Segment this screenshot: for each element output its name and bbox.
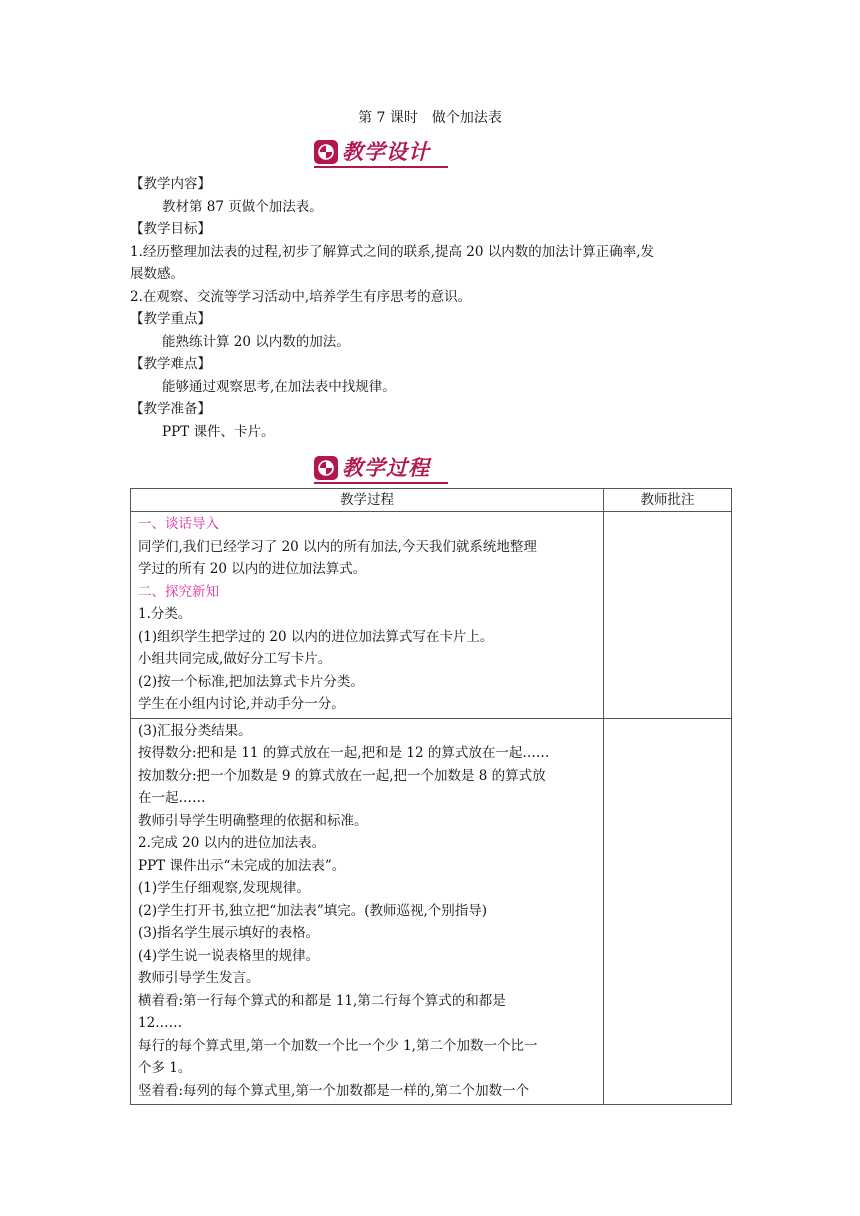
teacher-notes-cell: [604, 718, 732, 1105]
teaching-process-table: [130, 488, 732, 1105]
process-line: 学生在小组内讨论,并动手分一分。: [138, 696, 345, 712]
process-line: (3)指名学生展示填好的表格。: [138, 925, 320, 941]
process-line: (2)学生打开书,独立把“加法表”填完。(教师巡视,个别指导): [138, 902, 488, 919]
process-line: 按得数分:把和是 11 的算式放在一起,把和是 12 的算式放在一起……: [138, 745, 550, 761]
process-line: (1)学生仔细观察,发现规律。: [138, 880, 310, 896]
process-line: 每行的每个算式里,第一个加数一个比一个少 1,第二个加数一个比一: [138, 1037, 538, 1054]
swirl-logo-icon: [314, 456, 338, 480]
process-line: 2.完成 20 以内的进位加法表。: [138, 835, 326, 851]
goal-line: 1.经历整理加法表的过程,初步了解算式之间的联系,提高 20 以内数的加法计算正确率,发: [130, 243, 655, 260]
process-line: 竖着看:每列的每个算式里,第一个加数都是一样的,第二个加数一个: [138, 1082, 530, 1099]
goal-line: 2.在观察、交流等学习活动中,培养学生有序思考的意识。: [130, 288, 472, 305]
process-line: 12……: [138, 1015, 183, 1031]
section-text: PPT 课件、卡片。: [162, 423, 275, 440]
table-row: [131, 718, 732, 1105]
banner-underline: [314, 482, 448, 484]
process-line: (2)按一个标准,把加法算式卡片分类。: [138, 673, 364, 690]
process-line: (4)学生说一说表格里的规律。: [138, 947, 320, 964]
process-line: PPT 课件出示“未完成的加法表”。: [138, 857, 346, 874]
table-row: [131, 512, 732, 719]
process-line: 1.分类。: [138, 606, 192, 622]
teacher-notes-cell: [604, 512, 732, 719]
section-text: 教材第 87 页做个加法表。: [162, 198, 323, 215]
design-section: [130, 173, 730, 443]
banner-label: 教学过程: [342, 456, 430, 480]
goal-line: 展数感。: [130, 266, 184, 282]
section-text: 能够通过观察思考,在加法表中找规律。: [162, 378, 396, 395]
section-heading: 【教学难点】: [130, 356, 211, 372]
process-cell: [131, 512, 604, 719]
process-line: 在一起……: [138, 790, 206, 806]
process-line: 同学们,我们已经学习了 20 以内的所有加法,今天我们就系统地整理: [138, 538, 537, 555]
swirl-logo-icon: [314, 140, 338, 164]
process-line: 教师引导学生明确整理的依据和标准。: [138, 812, 368, 829]
process-line: 学过的所有 20 以内的进位加法算式。: [138, 561, 367, 577]
process-line: 按加数分:把一个加数是 9 的算式放在一起,把一个加数是 8 的算式放: [138, 767, 546, 784]
process-line: 小组共同完成,做好分工写卡片。: [138, 651, 332, 667]
teaching-design-banner: [314, 139, 448, 165]
teaching-process-banner: [314, 455, 448, 481]
column-header: 教学过程: [131, 489, 604, 512]
page-title: 第 7 课时 做个加法表: [358, 110, 502, 126]
process-line: 教师引导学生发言。: [138, 970, 260, 986]
section-heading: 【教学目标】: [130, 221, 211, 237]
section-heading: 【教学重点】: [130, 311, 211, 327]
section-text: 能熟练计算 20 以内数的加法。: [162, 333, 350, 350]
process-line: 个多 1。: [138, 1060, 192, 1076]
step-heading: 一、谈话导入: [138, 516, 219, 532]
step-heading: 二、探究新知: [138, 583, 219, 600]
banner-label: 教学设计: [342, 140, 430, 164]
banner-underline: [314, 166, 448, 168]
section-heading: 【教学准备】: [130, 401, 211, 417]
table-header-row: [131, 489, 732, 512]
process-cell: [131, 718, 604, 1105]
column-header: 教师批注: [604, 489, 732, 512]
process-line: 横着看:第一行每个算式的和都是 11,第二行每个算式的和都是: [138, 992, 506, 1009]
process-line: (3)汇报分类结果。: [138, 722, 252, 739]
section-heading: 【教学内容】: [130, 176, 211, 192]
process-line: (1)组织学生把学过的 20 以内的进位加法算式写在卡片上。: [138, 628, 494, 645]
